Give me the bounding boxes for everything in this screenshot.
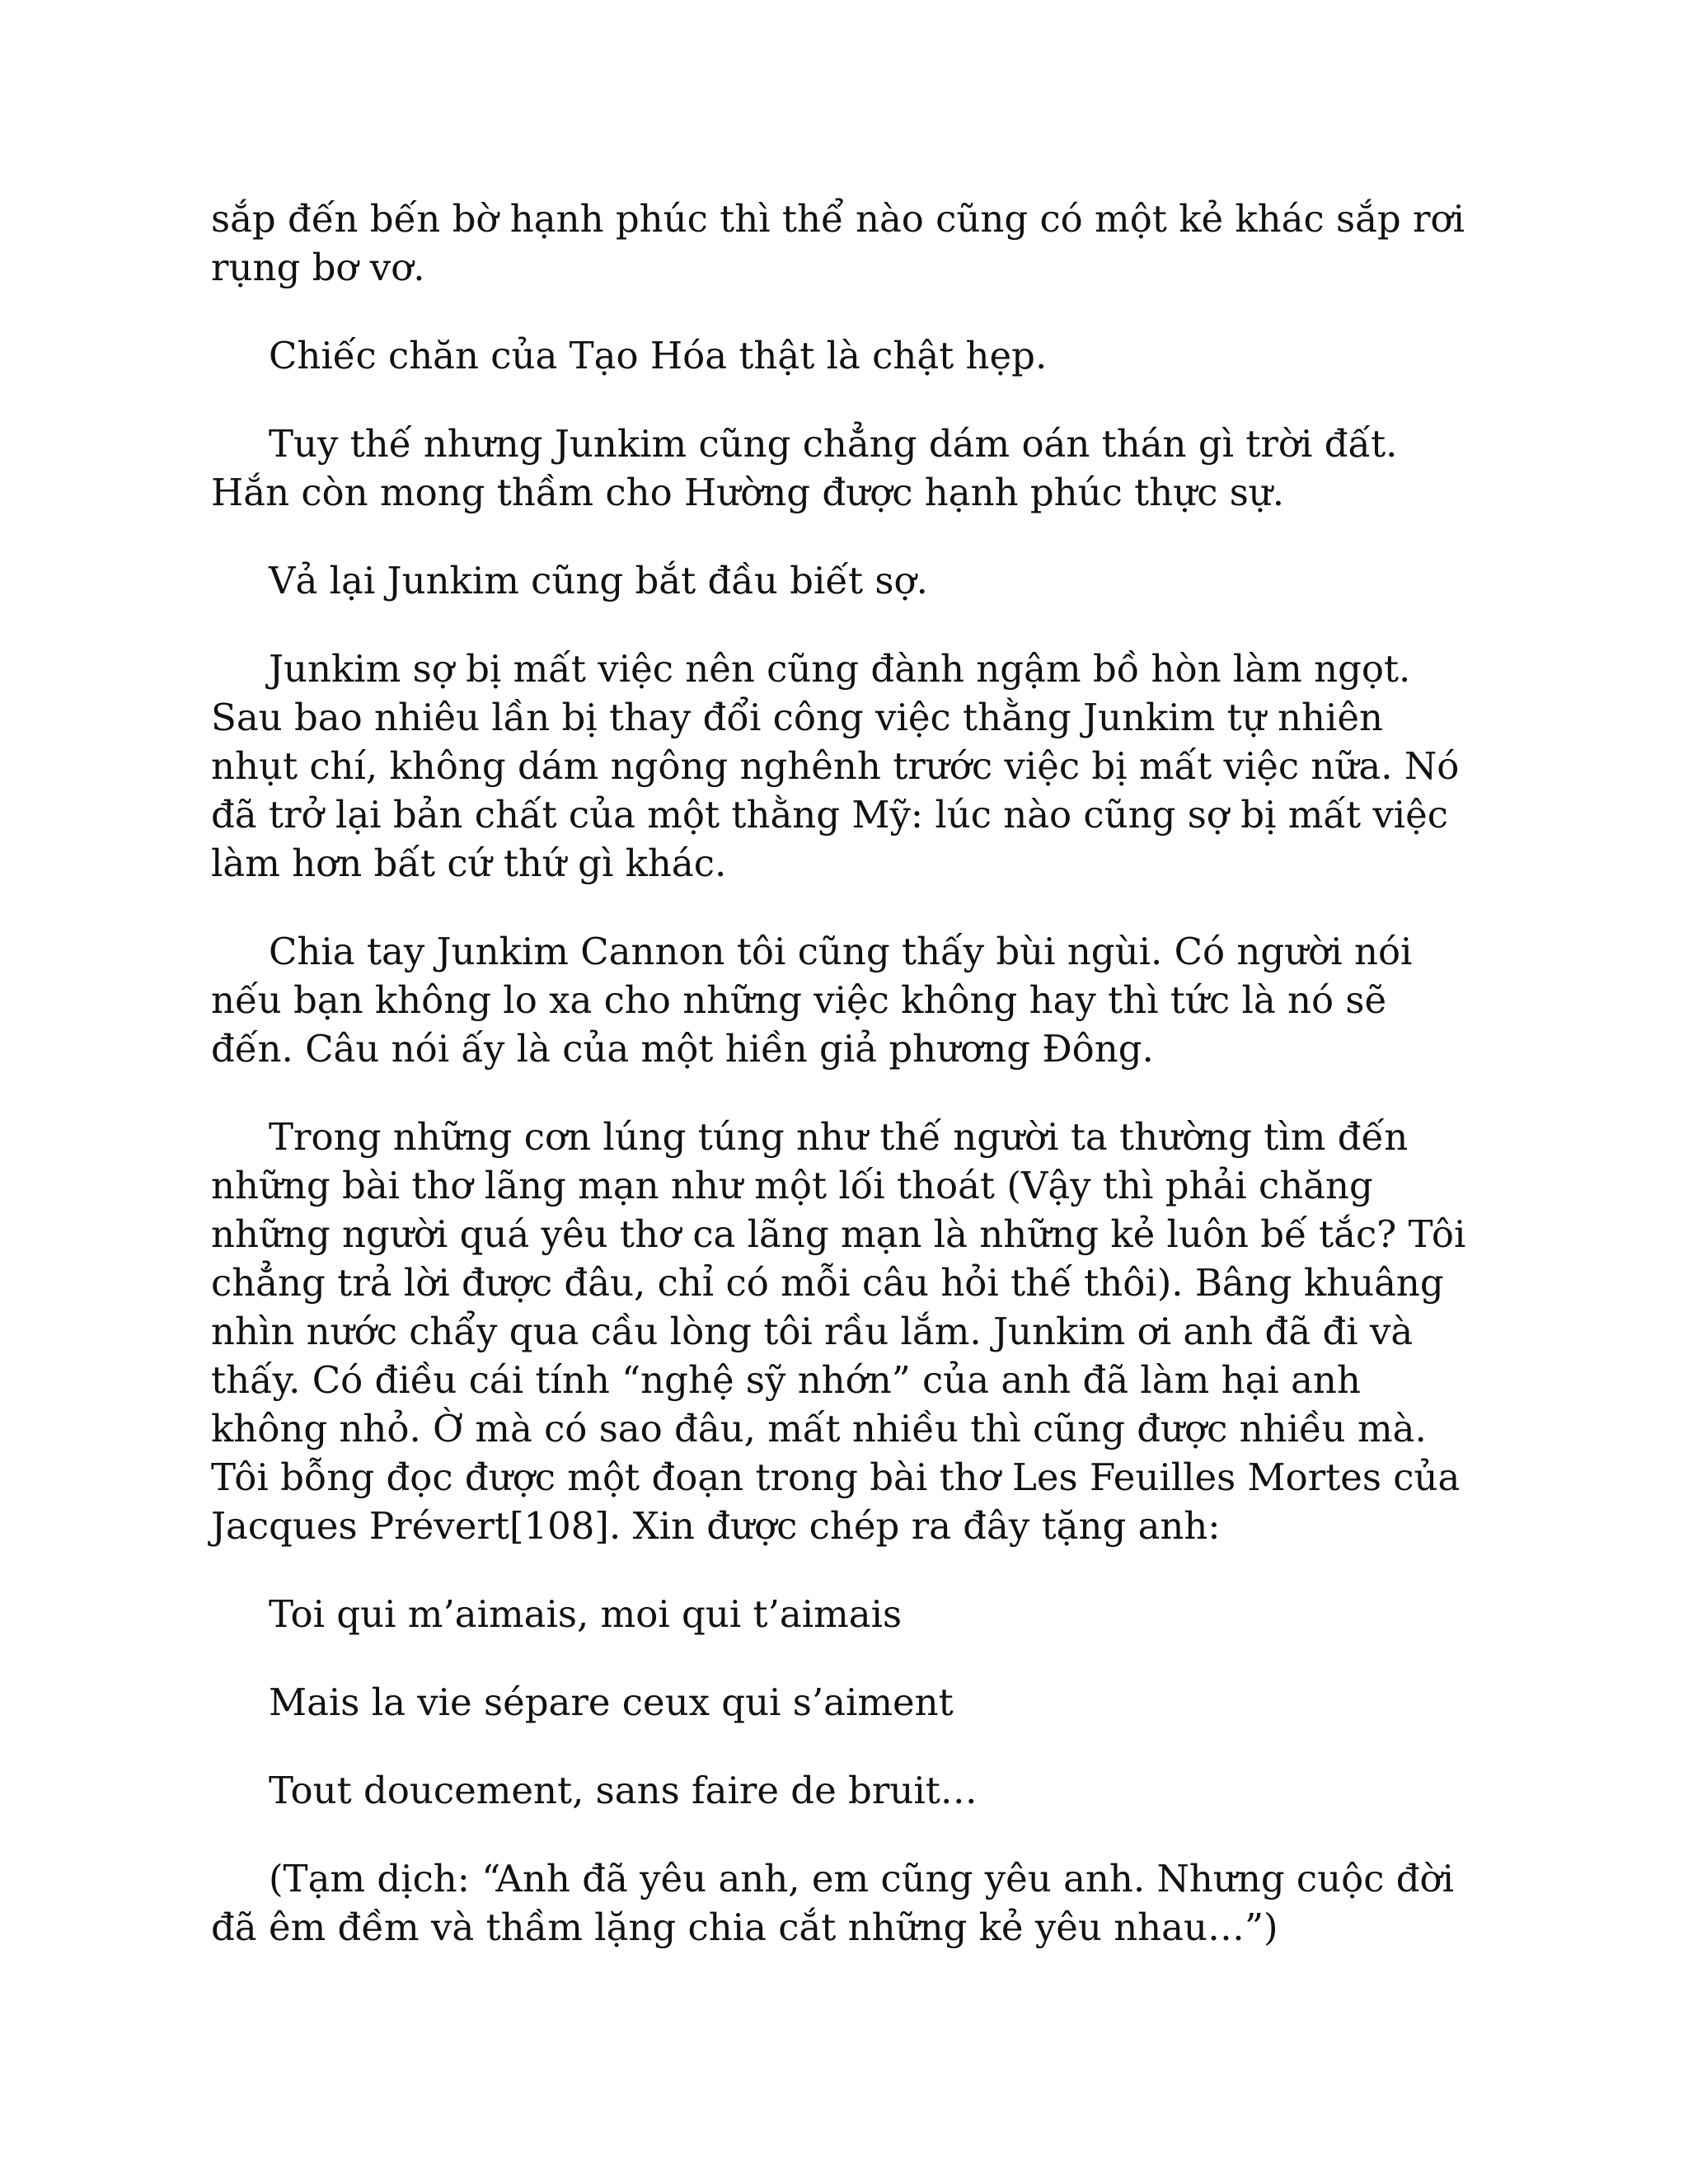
document-page [211, 194, 1477, 1991]
paragraph-6: Chia tay Junkim Cannon tôi cũng thấy bùi ngùi. Có người nói nếu bạn không lo xa cho những việc không hay thì tức là nó sẽ đến. Câu nói ấy là của một hiền giả phương Đông. [211, 930, 1413, 1071]
poem-line-3: Tout doucement, sans faire de bruit… [269, 1769, 978, 1812]
paragraph-5: Junkim sợ bị mất việc nên cũng đành ngậm bồ hòn làm ngọt. Sau bao nhiêu lần bị thay đổi công việc thằng Junkim tự nhiên nhụt chí, không dám ngông nghênh trước việc bị mất việc nữa. Nó đã trở lại bản chất của một thằng Mỹ: lúc nào cũng sợ bị mất việc làm hơn bất cứ thứ gì khác. [211, 647, 1460, 885]
paragraph-3: Tuy thế nhưng Junkim cũng chẳng dám oán thán gì trời đất. Hắn còn mong thầm cho Hường được hạnh phúc thực sự. [211, 422, 1398, 514]
translation-paragraph: (Tạm dịch: “Anh đã yêu anh, em cũng yêu anh. Nhưng cuộc đời đã êm đềm và thầm lặng chia cắt những kẻ yêu nhau…”) [211, 1857, 1455, 1949]
poem-line-2: Mais la vie sépare ceux qui s’aiment [269, 1680, 954, 1724]
poem-line-1: Toi qui m’aimais, moi qui t’aimais [269, 1592, 903, 1636]
paragraph-1: sắp đến bến bờ hạnh phúc thì thể nào cũng có một kẻ khác sắp rơi rụng bơ vơ. [211, 197, 1465, 289]
paragraph-7: Trong những cơn lúng túng như thế người ta thường tìm đến những bài thơ lãng mạn như một lối thoát (Vậy thì phải chăng những người quá yêu thơ ca lãng mạn là những kẻ luôn bế tắc? Tôi chẳng trả lời được đâu, chỉ có mỗi câu hỏi thế thôi). Bâng khuâng nhìn nước chẩy qua cầu lòng tôi rầu lắm. Junkim ơi anh đã đi và thấy. Có điều cái tính “nghệ sỹ nhớn” của anh đã làm hại anh không nhỏ. Ờ mà có sao đâu, mất nhiều thì cũng được nhiều mà. Tôi bỗng đọc được một đoạn trong bài thơ Les Feuilles Mortes của Jacques Prévert[108]. Xin được chép ra đây tặng anh: [211, 1115, 1466, 1548]
paragraph-2: Chiếc chăn của Tạo Hóa thật là chật hẹp. [269, 334, 1048, 377]
paragraph-4: Vả lại Junkim cũng bắt đầu biết sợ. [269, 559, 928, 602]
